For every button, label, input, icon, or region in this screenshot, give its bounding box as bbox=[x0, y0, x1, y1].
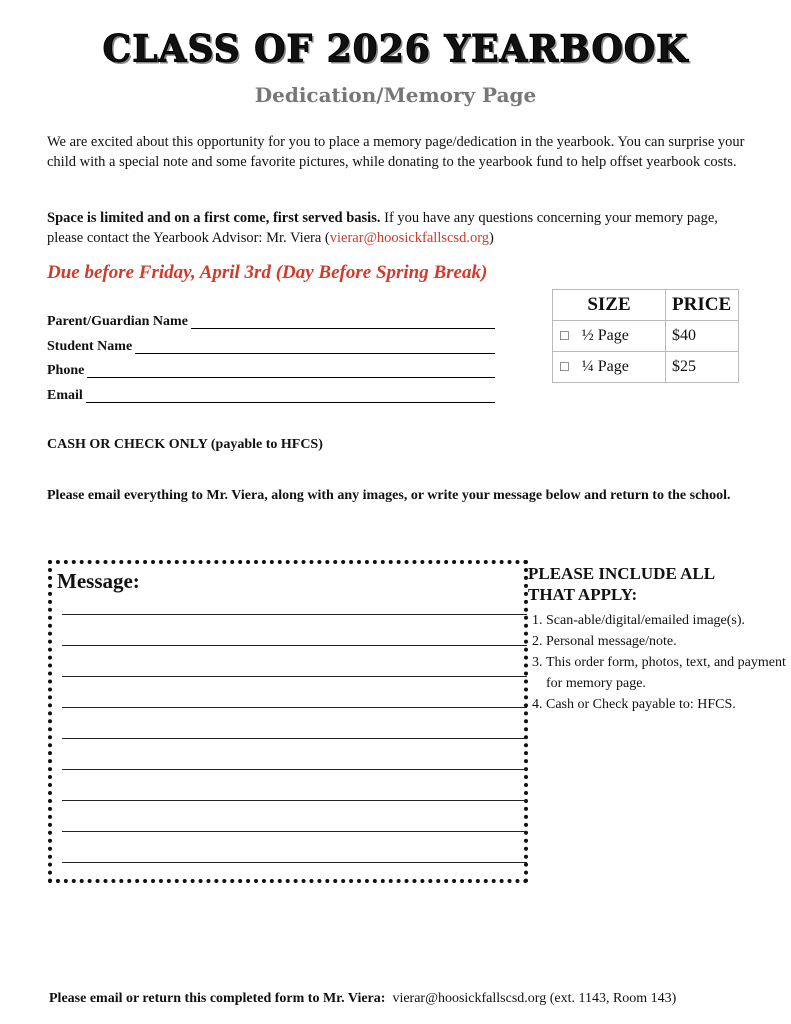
input-line[interactable] bbox=[86, 388, 495, 403]
parent-name-field[interactable] bbox=[47, 314, 495, 330]
table-row bbox=[553, 321, 739, 352]
input-line[interactable] bbox=[87, 363, 495, 378]
message-line[interactable] bbox=[62, 676, 527, 677]
price-header: PRICE bbox=[666, 290, 739, 321]
message-line[interactable] bbox=[62, 707, 527, 708]
message-line[interactable] bbox=[62, 862, 527, 863]
message-line[interactable] bbox=[62, 831, 527, 832]
list-item: 3. This order form, photos, text, and payment for memory page. bbox=[546, 652, 791, 694]
field-label: Phone bbox=[47, 363, 85, 378]
price-value: $25 bbox=[666, 352, 739, 383]
notice-paragraph bbox=[47, 209, 747, 248]
message-line[interactable] bbox=[62, 769, 527, 770]
field-label: Email bbox=[47, 388, 83, 403]
table-row bbox=[553, 352, 739, 383]
phone-field[interactable] bbox=[47, 363, 495, 379]
email-field[interactable] bbox=[47, 388, 495, 404]
pricing-table bbox=[552, 289, 739, 383]
page-subtitle: Dedication/Memory Page bbox=[254, 83, 537, 107]
due-date: Due before Friday, April 3rd (Day Before Spring Break) bbox=[47, 262, 488, 283]
notice-bold: Space is limited and on a first come, first served basis. bbox=[47, 210, 381, 226]
input-line[interactable] bbox=[191, 314, 495, 329]
payment-note: CASH OR CHECK ONLY (payable to HFCS) bbox=[47, 437, 323, 452]
size-label: ¼ Page bbox=[581, 358, 629, 375]
checkbox-icon[interactable]: ☐ bbox=[559, 360, 570, 374]
student-name-field[interactable] bbox=[47, 339, 495, 355]
list-item: 2. Personal message/note. bbox=[546, 631, 791, 652]
page-title: CLASS OF 2026 YEARBOOK bbox=[102, 26, 689, 72]
checkbox-icon[interactable]: ☐ bbox=[559, 329, 570, 343]
intro-paragraph: We are excited about this opportunity for you to place a memory page/dedication in the yearbook. You can surprise your child with a special note and some favorite pictures, while donating to the yearbook fund to help offset yearbook costs. bbox=[47, 134, 745, 170]
include-list bbox=[528, 610, 791, 715]
advisor-email-link[interactable]: vierar@hoosickfallscsd.org bbox=[329, 229, 490, 246]
price-value: $40 bbox=[666, 321, 739, 352]
list-item: 1. Scan-able/digital/emailed image(s). bbox=[546, 610, 791, 631]
message-box[interactable] bbox=[48, 560, 528, 883]
include-title: PLEASE INCLUDE ALL THAT APPLY: bbox=[528, 564, 715, 604]
size-label: ½ Page bbox=[581, 327, 629, 344]
message-line[interactable] bbox=[62, 614, 527, 615]
footer-bold: Please email or return this completed form to Mr. Viera: bbox=[49, 991, 386, 1006]
message-line[interactable] bbox=[62, 738, 527, 739]
footer-contact: vierar@hoosickfallscsd.org (ext. 1143, Room 143) bbox=[392, 991, 677, 1006]
message-line[interactable] bbox=[62, 645, 527, 646]
instructions: Please email everything to Mr. Viera, along with any images, or write your message below and return to the school. bbox=[47, 488, 731, 503]
input-line[interactable] bbox=[135, 339, 495, 354]
notice-text: If you have any questions concerning your memory page, please contact the Yearbook Advisor: Mr. Viera ( bbox=[47, 210, 718, 246]
list-item: 4. Cash or Check payable to: HFCS. bbox=[546, 694, 791, 715]
field-label: Student Name bbox=[47, 339, 133, 354]
message-line[interactable] bbox=[62, 800, 527, 801]
message-label: Message: bbox=[57, 569, 140, 593]
size-header: SIZE bbox=[553, 290, 666, 321]
footer bbox=[49, 991, 676, 1007]
field-label: Parent/Guardian Name bbox=[47, 314, 188, 329]
notice-close: ) bbox=[489, 229, 494, 246]
